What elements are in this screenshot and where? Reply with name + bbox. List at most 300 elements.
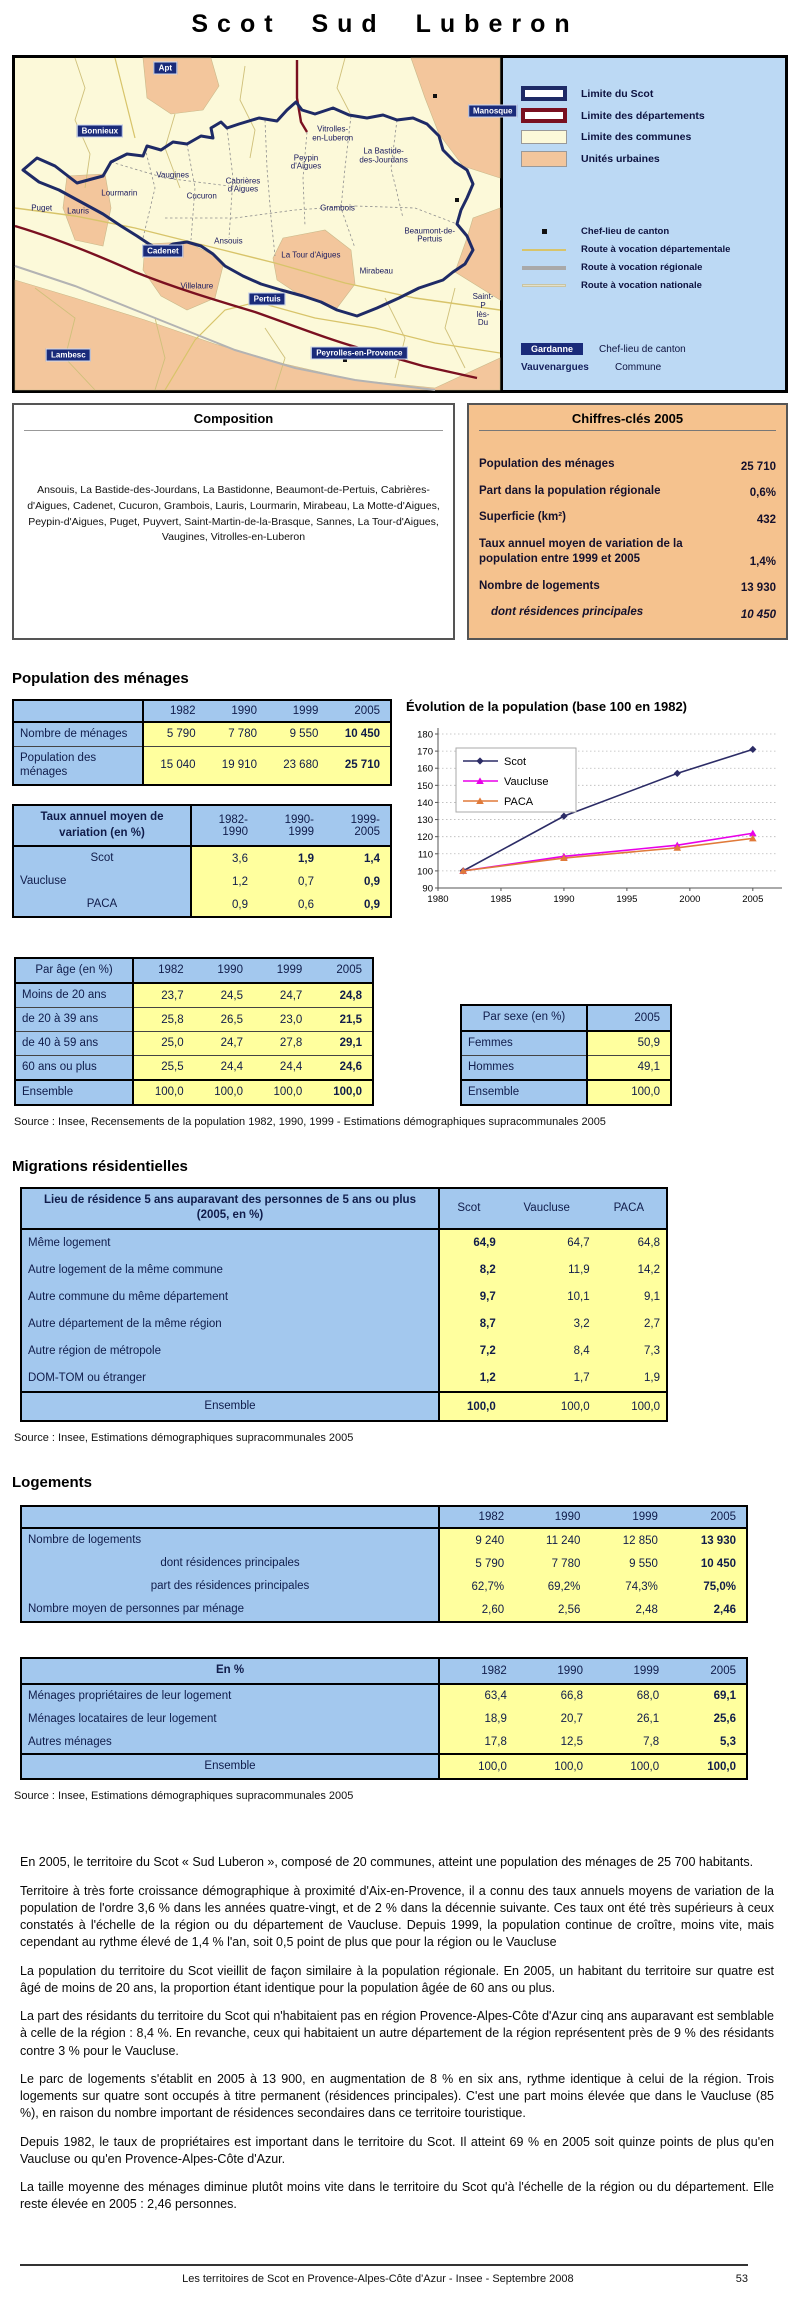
data-table bbox=[12, 699, 392, 787]
map-legend bbox=[500, 58, 785, 390]
svg-text:2005: 2005 bbox=[742, 893, 764, 905]
map-commune-label: Cabrières d'Aigues bbox=[225, 176, 261, 194]
table-header-row bbox=[21, 1188, 667, 1229]
svg-text:1990: 1990 bbox=[553, 893, 575, 905]
table-row bbox=[21, 1731, 747, 1755]
map-commune-label: Vitrolles- en-Luberon bbox=[312, 124, 354, 143]
table-row bbox=[21, 1754, 747, 1779]
cell-value: 100,0 bbox=[596, 1392, 667, 1421]
age-sex-row bbox=[14, 957, 800, 1106]
cell-value: 69,1 bbox=[669, 1684, 747, 1708]
table-row bbox=[21, 1684, 747, 1708]
svg-text:1980: 1980 bbox=[427, 893, 449, 905]
table-row bbox=[21, 1257, 667, 1284]
cell-value: 5 790 bbox=[143, 722, 206, 746]
cell-value: 0,7 bbox=[258, 870, 324, 893]
column-header: 1982 bbox=[133, 958, 194, 984]
legend-label: Unités urbaines bbox=[581, 153, 660, 165]
map-commune-label: Saint-P lès-Du bbox=[472, 292, 494, 327]
departmental-road-icon bbox=[521, 249, 567, 251]
svg-text:110: 110 bbox=[417, 848, 433, 860]
document-page bbox=[0, 10, 800, 2317]
row-label: Scot bbox=[13, 846, 191, 870]
svg-text:170: 170 bbox=[417, 746, 433, 758]
column-header: 1982 bbox=[143, 700, 206, 722]
svg-text:2000: 2000 bbox=[679, 893, 701, 905]
cell-value: 8,2 bbox=[439, 1257, 502, 1284]
composition-box bbox=[12, 403, 455, 640]
row-label: Ménages locataires de leur logement bbox=[21, 1708, 439, 1731]
cell-value: 0,6 bbox=[258, 893, 324, 917]
canton-example-box: Gardanne bbox=[521, 343, 583, 355]
svg-text:1985: 1985 bbox=[490, 893, 512, 905]
row-label: PACA bbox=[13, 893, 191, 917]
cell-value: 14,2 bbox=[596, 1257, 667, 1284]
table-row bbox=[15, 1032, 373, 1056]
table-row bbox=[15, 1008, 373, 1032]
cell-value: 11 240 bbox=[514, 1528, 590, 1552]
map-canton-label: Pertuis bbox=[249, 292, 286, 305]
cell-value: 1,4 bbox=[324, 846, 391, 870]
sex-table-host bbox=[460, 1004, 672, 1105]
column-header: 1982 bbox=[439, 1506, 514, 1528]
table-row bbox=[21, 1598, 747, 1622]
map-commune-label: La Tour d'Aigues bbox=[281, 250, 341, 260]
cell-value: 7 780 bbox=[206, 722, 267, 746]
data-table bbox=[20, 1657, 748, 1780]
cell-value: 75,0% bbox=[668, 1575, 747, 1598]
housing-table-host bbox=[20, 1505, 800, 1623]
national-road-icon bbox=[521, 284, 567, 287]
body-paragraph: Le parc de logements s'établit en 2005 à 13 900, en augmentation de 8 % en six ans, rythme identique à celui de la région. Trois logements sur quatre sont occupés à titre permanent (résidences principales). C'est une part moins élevée que dans le Vaucluse (85 %), en raison du nombre important de résidences secondaires dans ce territoire touristique. bbox=[20, 2071, 774, 2121]
cell-value: 23,7 bbox=[133, 983, 194, 1007]
row-label: 60 ans ou plus bbox=[15, 1055, 133, 1079]
svg-text:150: 150 bbox=[417, 780, 433, 792]
cell-value: 9,1 bbox=[596, 1284, 667, 1311]
row-label: Ménages propriétaires de leur logement bbox=[21, 1684, 439, 1708]
legend-item bbox=[521, 130, 775, 144]
cell-value: 69,2% bbox=[514, 1575, 590, 1598]
cell-value: 2,60 bbox=[439, 1598, 514, 1622]
row-label: Ensemble bbox=[461, 1080, 587, 1105]
cell-value: 100,0 bbox=[253, 1080, 312, 1105]
legend-label: Chef-lieu de canton bbox=[599, 343, 686, 355]
map-canton-label: Lambesc bbox=[46, 349, 91, 362]
row-label: dont résidences principales bbox=[21, 1552, 439, 1575]
table-row bbox=[13, 722, 391, 746]
cell-value: 100,0 bbox=[502, 1392, 596, 1421]
cell-value: 19 910 bbox=[206, 746, 267, 785]
table-row bbox=[15, 1080, 373, 1105]
cell-value: 15 040 bbox=[143, 746, 206, 785]
row-label: Même logement bbox=[21, 1229, 439, 1257]
table-header-row bbox=[13, 700, 391, 722]
cell-value: 2,46 bbox=[668, 1598, 747, 1622]
cell-value: 1,9 bbox=[258, 846, 324, 870]
cell-value: 10 450 bbox=[668, 1552, 747, 1575]
table-corner-label bbox=[21, 1506, 439, 1528]
table-header-row bbox=[13, 805, 391, 846]
legend-item bbox=[521, 226, 775, 237]
cell-value: 7,8 bbox=[593, 1731, 669, 1755]
data-table bbox=[14, 957, 374, 1106]
section-heading-population: Population des ménages bbox=[12, 669, 189, 687]
row-label: Nombre de logements bbox=[21, 1528, 439, 1552]
map-commune-label: Grambois bbox=[320, 203, 355, 213]
map-commune-label: Vaugines bbox=[156, 170, 190, 180]
column-header: 1999 bbox=[593, 1658, 669, 1684]
cell-value: 64,9 bbox=[439, 1229, 502, 1257]
cell-value: 49,1 bbox=[587, 1055, 671, 1079]
table-row bbox=[21, 1575, 747, 1598]
column-header: 2005 bbox=[312, 958, 373, 984]
cell-value: 100,0 bbox=[194, 1080, 253, 1105]
row-label: Ensemble bbox=[21, 1392, 439, 1421]
canton-dot-icon bbox=[521, 229, 567, 234]
cell-value: 0,9 bbox=[324, 893, 391, 917]
table-row bbox=[21, 1229, 667, 1257]
body-paragraph: Depuis 1982, le taux de propriétaires est important dans le territoire du Scot. Il atteint 69 % en 2005 soit quinze points de plus qu'en Vaucluse ou qu'en Provence-Alpes-Côte d'Azur. bbox=[20, 2134, 774, 2166]
table-row bbox=[21, 1708, 747, 1731]
cell-value: 1,2 bbox=[191, 870, 258, 893]
legend-example-commune bbox=[521, 362, 775, 373]
commune-example-name: Vauvenargues bbox=[521, 362, 589, 373]
table-row bbox=[13, 870, 391, 893]
cell-value: 24,7 bbox=[194, 1032, 253, 1056]
cell-value: 9 550 bbox=[590, 1552, 668, 1575]
cell-value: 7,2 bbox=[439, 1338, 502, 1365]
source-note: Source : Insee, Estimations démographiques supracommunales 2005 bbox=[14, 1432, 354, 1445]
table-corner-label: Par âge (en %) bbox=[15, 958, 133, 984]
cell-value: 1,9 bbox=[596, 1365, 667, 1393]
population-evolution-chart bbox=[404, 720, 796, 916]
cell-value: 3,2 bbox=[502, 1311, 596, 1338]
footer-text: Les territoires de Scot en Provence-Alpes-Côte d'Azur - Insee - Septembre 2008 bbox=[182, 2272, 574, 2285]
row-label: de 40 à 59 ans bbox=[15, 1032, 133, 1056]
row-label: Autres ménages bbox=[21, 1731, 439, 1755]
column-header: 1990 bbox=[517, 1658, 593, 1684]
cell-value: 74,3% bbox=[590, 1575, 668, 1598]
cell-value: 63,4 bbox=[439, 1684, 517, 1708]
table-row bbox=[21, 1365, 667, 1393]
legend-example-canton bbox=[521, 343, 775, 355]
row-label: Ensemble bbox=[15, 1080, 133, 1105]
svg-text:160: 160 bbox=[417, 763, 433, 775]
cell-value: 64,7 bbox=[502, 1229, 596, 1257]
key-figure-row: Superficie (km²) 432 bbox=[479, 511, 776, 526]
map-commune-label: Lourmarin bbox=[101, 188, 138, 198]
map-canton-label: Apt bbox=[154, 61, 177, 74]
map-canton-label: Bonnieux bbox=[77, 125, 123, 138]
scot-boundary-swatch bbox=[521, 86, 567, 101]
column-header: 1999-2005 bbox=[324, 805, 391, 846]
legend-label: Limite des départements bbox=[581, 109, 705, 122]
cell-value: 2,48 bbox=[590, 1598, 668, 1622]
cell-value: 9 550 bbox=[267, 722, 328, 746]
row-label: Autre région de métropole bbox=[21, 1338, 439, 1365]
cell-value: 24,7 bbox=[253, 983, 312, 1007]
svg-text:140: 140 bbox=[417, 797, 433, 809]
body-paragraph: La population du territoire du Scot vieillit de façon similaire à la population régionale. En 2005, un habitant du territoire sur quatre est âgé de moins de 20 ans, la proportion étant identique pour la population âgée de 60 ans ou plus. bbox=[20, 1963, 774, 1995]
row-label: Population des ménages bbox=[13, 746, 143, 785]
column-header: 1990 bbox=[194, 958, 253, 984]
svg-text:100: 100 bbox=[417, 865, 433, 877]
legend-item bbox=[521, 151, 775, 167]
cell-value: 7,3 bbox=[596, 1338, 667, 1365]
cell-value: 100,0 bbox=[669, 1754, 747, 1779]
cell-value: 27,8 bbox=[253, 1032, 312, 1056]
cell-value: 29,1 bbox=[312, 1032, 373, 1056]
housing-pct-table-host bbox=[20, 1657, 800, 1780]
age-table-host bbox=[14, 957, 374, 1106]
data-table bbox=[20, 1505, 748, 1623]
row-label: Ensemble bbox=[21, 1754, 439, 1779]
key-figure-row: Taux annuel moyen de variation de la population entre 1999 et 2005 1,4% bbox=[479, 537, 776, 568]
table-corner-label bbox=[13, 700, 143, 722]
legend-item bbox=[521, 86, 775, 101]
page-number: 53 bbox=[735, 2272, 748, 2285]
svg-text:1995: 1995 bbox=[616, 893, 638, 905]
cell-value: 100,0 bbox=[517, 1754, 593, 1779]
key-figure-row: Population des ménages 25 710 bbox=[479, 458, 776, 473]
cell-value: 23 680 bbox=[267, 746, 328, 785]
map-canton-label: Peyrolles-en-Provence bbox=[311, 347, 407, 360]
cell-value: 20,7 bbox=[517, 1708, 593, 1731]
cell-value: 10,1 bbox=[502, 1284, 596, 1311]
map-commune-label: Mirabeau bbox=[359, 266, 393, 276]
population-row bbox=[12, 699, 800, 921]
map-commune-label: Peypin d'Aigues bbox=[290, 152, 322, 171]
table-header-row bbox=[15, 958, 373, 984]
column-header: 1982 bbox=[439, 1658, 517, 1684]
row-label: Hommes bbox=[461, 1055, 587, 1079]
map-commune-label: Villelaure bbox=[180, 281, 214, 291]
map-commune-label: Ansouis bbox=[214, 236, 243, 246]
cell-value: 68,0 bbox=[593, 1684, 669, 1708]
cell-value: 18,9 bbox=[439, 1708, 517, 1731]
commune-swatch bbox=[521, 130, 567, 144]
footer-rule bbox=[20, 2264, 748, 2266]
table-row bbox=[15, 983, 373, 1007]
cell-value: 26,1 bbox=[593, 1708, 669, 1731]
body-paragraph: La taille moyenne des ménages diminue plutôt moins vite dans le territoire du Scot qu'à l'échelle de la région ou du département. Elle reste élevée en 2005 : 2,46 personnes. bbox=[20, 2180, 774, 2212]
table-row bbox=[13, 893, 391, 917]
cell-value: 13 930 bbox=[668, 1528, 747, 1552]
legend-item bbox=[521, 262, 775, 273]
map-commune-label: Lauris bbox=[67, 207, 89, 217]
cell-value: 0,9 bbox=[324, 870, 391, 893]
chart-title: Évolution de la population (base 100 en 1982) bbox=[406, 698, 688, 714]
key-figure-row: Nombre de logements 13 930 bbox=[479, 579, 776, 595]
cell-value: 1,2 bbox=[439, 1365, 502, 1393]
cell-value: 50,9 bbox=[587, 1031, 671, 1055]
cell-value: 64,8 bbox=[596, 1229, 667, 1257]
row-label: de 20 à 39 ans bbox=[15, 1008, 133, 1032]
column-header: 2005 bbox=[587, 1005, 671, 1031]
cell-value: 12 850 bbox=[590, 1528, 668, 1552]
cell-value: 10 450 bbox=[328, 722, 391, 746]
column-header: 1990 bbox=[514, 1506, 590, 1528]
cell-value: 0,9 bbox=[191, 893, 258, 917]
column-header: 1999 bbox=[590, 1506, 668, 1528]
cell-value: 9 240 bbox=[439, 1528, 514, 1552]
table-row bbox=[21, 1338, 667, 1365]
cell-value: 3,6 bbox=[191, 846, 258, 870]
map-canton-label: Cadenet bbox=[142, 244, 184, 257]
cell-value: 2,7 bbox=[596, 1311, 667, 1338]
map-figure bbox=[12, 55, 788, 393]
key-figures-rows bbox=[479, 457, 776, 621]
composition-title: Composition bbox=[24, 411, 443, 431]
row-label: Nombre moyen de personnes par ménage bbox=[21, 1598, 439, 1622]
section-heading-logements: Logements bbox=[12, 1474, 93, 1492]
svg-text:Scot: Scot bbox=[504, 755, 527, 768]
row-label: Moins de 20 ans bbox=[15, 983, 133, 1007]
cell-value: 66,8 bbox=[517, 1684, 593, 1708]
cell-value: 25,5 bbox=[133, 1055, 194, 1079]
cell-value: 24,5 bbox=[194, 983, 253, 1007]
population-tables bbox=[12, 699, 396, 921]
cell-value: 17,8 bbox=[439, 1731, 517, 1755]
row-label: Vaucluse bbox=[13, 870, 191, 893]
table-row bbox=[461, 1031, 671, 1055]
cell-value: 100,0 bbox=[593, 1754, 669, 1779]
table-header-row bbox=[461, 1005, 671, 1031]
key-figure-row: Part dans la population régionale 0,6% bbox=[479, 484, 776, 500]
cell-value: 25,0 bbox=[133, 1032, 194, 1056]
page-footer bbox=[0, 2264, 800, 2285]
column-header: 1990 bbox=[206, 700, 267, 722]
body-paragraph: En 2005, le territoire du Scot « Sud Luberon », composé de 20 communes, atteint une population des ménages de 25 700 habitants. bbox=[20, 1855, 754, 1870]
cell-value: 26,5 bbox=[194, 1008, 253, 1032]
table-row bbox=[21, 1552, 747, 1575]
row-label: Autre logement de la même commune bbox=[21, 1257, 439, 1284]
cell-value: 25,6 bbox=[669, 1708, 747, 1731]
urban-unit-swatch bbox=[521, 151, 567, 167]
table-row bbox=[13, 746, 391, 785]
legend-label: Limite des communes bbox=[581, 131, 692, 143]
svg-text:Vaucluse: Vaucluse bbox=[504, 775, 549, 788]
table-row bbox=[21, 1528, 747, 1552]
svg-text:90: 90 bbox=[422, 883, 433, 895]
cell-value: 23,0 bbox=[253, 1008, 312, 1032]
column-header: PACA bbox=[596, 1188, 667, 1229]
map-canton-label: Manosque bbox=[468, 105, 518, 118]
legend-label: Route à vocation départementale bbox=[581, 244, 731, 256]
cell-value: 9,7 bbox=[439, 1284, 502, 1311]
table-corner-label: En % bbox=[21, 1658, 439, 1684]
row-label: Nombre de ménages bbox=[13, 722, 143, 746]
column-header: 1990-1999 bbox=[258, 805, 324, 846]
cell-value: 8,7 bbox=[439, 1311, 502, 1338]
table-row bbox=[21, 1284, 667, 1311]
migrations-table-host bbox=[20, 1187, 800, 1423]
cell-value: 1,7 bbox=[502, 1365, 596, 1393]
cell-value: 24,4 bbox=[253, 1055, 312, 1079]
table-row bbox=[21, 1392, 667, 1421]
cell-value: 24,4 bbox=[194, 1055, 253, 1079]
svg-text:130: 130 bbox=[417, 814, 433, 826]
table-row bbox=[13, 846, 391, 870]
table-row bbox=[15, 1055, 373, 1079]
column-header: 2005 bbox=[668, 1506, 747, 1528]
legend-label: Route à vocation régionale bbox=[581, 262, 703, 274]
cell-value: 62,7% bbox=[439, 1575, 514, 1598]
table-header-row bbox=[21, 1506, 747, 1528]
table-row bbox=[461, 1080, 671, 1105]
table-corner-label: Par sexe (en %) bbox=[461, 1005, 587, 1031]
svg-text:120: 120 bbox=[417, 831, 433, 843]
legend-label: Chef-lieu de canton bbox=[581, 226, 670, 238]
cell-value: 24,6 bbox=[312, 1055, 373, 1079]
body-paragraph: La part des résidants du territoire du Scot qui n'habitaient pas en région Provence-Alpes-Côte d'Azur cinq ans auparavant est semblable à celle de la région : 8,4 %. En revanche, ceux qui habitaient un autre département de la région représentent près de 9 % des résidants contre 3 % pour le Vaucluse. bbox=[20, 2009, 774, 2058]
map-commune-label: Cucuron bbox=[186, 192, 217, 202]
table-row bbox=[461, 1055, 671, 1079]
row-label: part des résidences principales bbox=[21, 1575, 439, 1598]
cell-value: 100,0 bbox=[133, 1080, 194, 1105]
svg-text:PACA: PACA bbox=[504, 795, 534, 808]
row-label: Autre commune du même département bbox=[21, 1284, 439, 1311]
table-row bbox=[21, 1311, 667, 1338]
key-figure-row: dont résidences principales 10 450 bbox=[491, 606, 776, 621]
legend-item bbox=[521, 108, 775, 123]
population-chart-block bbox=[404, 699, 800, 921]
cell-value: 7 780 bbox=[514, 1552, 590, 1575]
key-figures-title: Chiffres-clés 2005 bbox=[479, 411, 776, 431]
page-title: Scot Sud Luberon bbox=[191, 10, 579, 38]
column-header: 1999 bbox=[253, 958, 312, 984]
key-figures-box bbox=[467, 403, 788, 640]
variation-rate-table-host bbox=[12, 804, 396, 918]
column-header: Vaucluse bbox=[502, 1188, 596, 1229]
cell-value: 100,0 bbox=[587, 1080, 671, 1105]
column-header: 2005 bbox=[328, 700, 391, 722]
cell-value: 2,56 bbox=[514, 1598, 590, 1622]
cell-value: 5 790 bbox=[439, 1552, 514, 1575]
legend-item bbox=[521, 244, 775, 255]
svg-text:180: 180 bbox=[417, 729, 433, 741]
regional-road-icon bbox=[521, 266, 567, 270]
data-table bbox=[12, 804, 392, 918]
cell-value: 25 710 bbox=[328, 746, 391, 785]
data-table bbox=[20, 1187, 668, 1423]
cell-value: 5,3 bbox=[669, 1731, 747, 1755]
map-commune-label: La Bastide- des-Jourdans bbox=[359, 146, 408, 164]
source-note: Source : Insee, Estimations démographiques supracommunales 2005 bbox=[14, 1790, 354, 1803]
cell-value: 11,9 bbox=[502, 1257, 596, 1284]
households-table-host bbox=[12, 699, 396, 787]
body-text bbox=[20, 1854, 774, 2213]
data-table bbox=[460, 1004, 672, 1105]
row-label: Femmes bbox=[461, 1031, 587, 1055]
map-svg bbox=[15, 58, 500, 390]
map-area bbox=[15, 58, 513, 390]
department-boundary-swatch bbox=[521, 108, 567, 123]
cell-value: 100,0 bbox=[439, 1392, 502, 1421]
column-header: 1982-1990 bbox=[191, 805, 258, 846]
table-header-row bbox=[21, 1658, 747, 1684]
cell-value: 25,8 bbox=[133, 1008, 194, 1032]
legend-label: Limite du Scot bbox=[581, 87, 654, 100]
legend-item bbox=[521, 280, 775, 291]
source-note: Source : Insee, Recensements de la population 1982, 1990, 1999 - Estimations démographiques supracommunales 2005 bbox=[14, 1115, 606, 1128]
legend-label: Commune bbox=[615, 362, 662, 373]
cell-value: 100,0 bbox=[439, 1754, 517, 1779]
row-label: DOM-TOM ou étranger bbox=[21, 1365, 439, 1393]
composition-communes-list: Ansouis, La Bastide-des-Jourdans, La Bastidonne, Beaumont-de-Pertuis, Cabrières-d'Aigues, Cadenet, Cucuron, Grambois, Lauris, Lourmarin, Mirabeau, La Motte-d'Aigues, Peypin-d'Aigues, Puget, Puyvert, Saint-Martin-de-la-Brasque, Sannes, La Tour-d'Aigues, Vaugines, Vitrolles-en-Luberon bbox=[27, 484, 440, 544]
map-commune-label: Puget bbox=[31, 203, 53, 213]
section-heading-migrations: Migrations résidentielles bbox=[12, 1157, 188, 1175]
